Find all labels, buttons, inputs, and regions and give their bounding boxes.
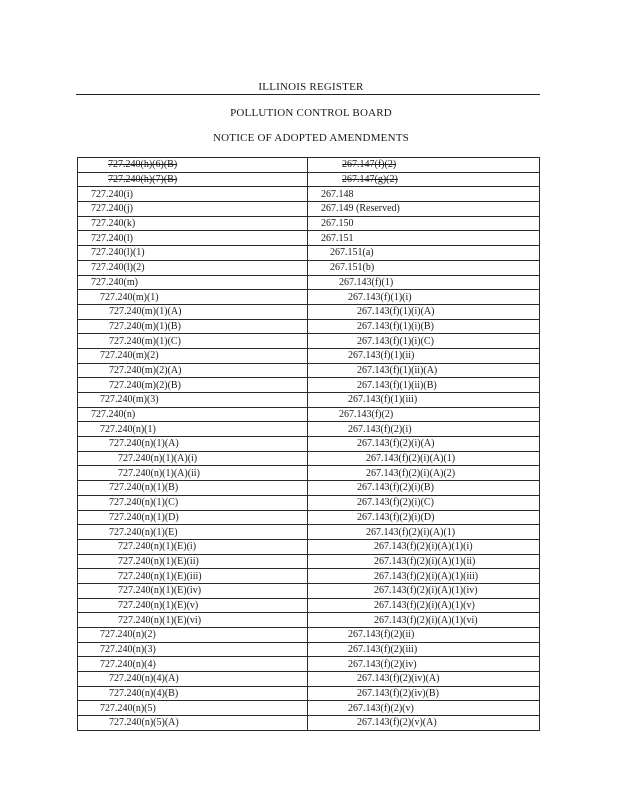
right-cell: 267.143(f)(2)(iv)(B) [308, 686, 540, 701]
right-cell: 267.143(f)(1)(ii)(B) [308, 378, 540, 393]
left-cell: 727.240(m)(1) [78, 290, 308, 305]
table-row [78, 393, 540, 408]
right-cell: 267.143(f)(2)(i)(A) [308, 437, 540, 452]
left-cell: 727.240(n) [78, 407, 308, 422]
table-row [78, 554, 540, 569]
right-cell: 267.143(f)(2) [308, 407, 540, 422]
table-row [78, 334, 540, 349]
table-row [78, 672, 540, 687]
left-cell: 727.240(n)(1)(E)(i) [78, 539, 308, 554]
right-cell: 267.151 [308, 231, 540, 246]
table-row [78, 657, 540, 672]
table-row [78, 437, 540, 452]
left-cell: 727.240(n)(1)(E)(iii) [78, 569, 308, 584]
right-cell: 267.147(f)(2) [308, 158, 540, 173]
right-cell: 267.150 [308, 216, 540, 231]
table-row [78, 598, 540, 613]
right-cell: 267.147(g)(2) [308, 172, 540, 187]
right-cell: 267.143(f)(2)(v)(A) [308, 716, 540, 731]
left-cell: 727.240(n)(1) [78, 422, 308, 437]
table-row [78, 628, 540, 643]
right-cell: 267.143(f)(2)(i)(A)(1)(iv) [308, 583, 540, 598]
right-cell: 267.143(f)(2)(i)(A)(1)(ii) [308, 554, 540, 569]
left-cell: 727.240(n)(1)(B) [78, 481, 308, 496]
table-row [78, 466, 540, 481]
left-cell: 727.240(n)(1)(E)(iv) [78, 583, 308, 598]
right-cell: 267.143(f)(2)(v) [308, 701, 540, 716]
table-row [78, 642, 540, 657]
table-row [78, 613, 540, 628]
left-cell: 727.240(i) [78, 187, 308, 202]
right-cell: 267.151(b) [308, 260, 540, 275]
right-cell: 267.143(f)(2)(i)(A)(1)(v) [308, 598, 540, 613]
table-row [78, 539, 540, 554]
table-row [78, 187, 540, 202]
right-cell: 267.143(f)(2)(ii) [308, 628, 540, 643]
table-row [78, 260, 540, 275]
left-cell: 727.240(m)(2)(A) [78, 363, 308, 378]
right-cell: 267.143(f)(1)(i)(A) [308, 304, 540, 319]
left-cell: 727.240(m)(1)(A) [78, 304, 308, 319]
left-cell: 727.240(h)(7)(B) [78, 172, 308, 187]
right-cell: 267.143(f)(2)(i)(D) [308, 510, 540, 525]
table-row [78, 246, 540, 261]
table-row [78, 172, 540, 187]
right-cell: 267.143(f)(2)(iii) [308, 642, 540, 657]
notice-title: NOTICE OF ADOPTED AMENDMENTS [213, 132, 409, 144]
left-cell: 727.240(n)(4)(A) [78, 672, 308, 687]
left-cell: 727.240(j) [78, 202, 308, 217]
table-row [78, 158, 540, 173]
derivation-table [77, 157, 540, 731]
right-cell: 267.143(f)(1) [308, 275, 540, 290]
table-row [78, 216, 540, 231]
header-rule [76, 94, 540, 95]
table-row [78, 510, 540, 525]
right-cell: 267.143(f)(2)(i)(A)(1) [308, 451, 540, 466]
table-row [78, 525, 540, 540]
right-cell: 267.143(f)(2)(i)(A)(1)(i) [308, 539, 540, 554]
left-cell: 727.240(n)(2) [78, 628, 308, 643]
left-cell: 727.240(m)(1)(B) [78, 319, 308, 334]
table-row [78, 481, 540, 496]
table-row [78, 716, 540, 731]
left-cell: 727.240(n)(4) [78, 657, 308, 672]
register-title: ILLINOIS REGISTER [258, 81, 364, 93]
table-row [78, 304, 540, 319]
table-row [78, 202, 540, 217]
right-cell: 267.143(f)(2)(i)(A)(1)(vi) [308, 613, 540, 628]
left-cell: 727.240(m) [78, 275, 308, 290]
left-cell: 727.240(n)(1)(E)(v) [78, 598, 308, 613]
left-cell: 727.240(m)(2)(B) [78, 378, 308, 393]
right-cell: 267.143(f)(2)(iv) [308, 657, 540, 672]
table-row [78, 407, 540, 422]
right-cell: 267.143(f)(2)(i)(A)(1) [308, 525, 540, 540]
table-row [78, 701, 540, 716]
right-cell: 267.143(f)(1)(i)(B) [308, 319, 540, 334]
left-cell: 727.240(m)(1)(C) [78, 334, 308, 349]
right-cell: 267.143(f)(2)(i)(C) [308, 495, 540, 510]
left-cell: 727.240(n)(1)(E)(ii) [78, 554, 308, 569]
left-cell: 727.240(n)(1)(D) [78, 510, 308, 525]
right-cell: 267.143(f)(2)(i) [308, 422, 540, 437]
right-cell: 267.143(f)(1)(ii) [308, 348, 540, 363]
table-row [78, 348, 540, 363]
table-row [78, 290, 540, 305]
right-cell: 267.143(f)(1)(i) [308, 290, 540, 305]
right-cell: 267.151(a) [308, 246, 540, 261]
table-row [78, 495, 540, 510]
left-cell: 727.240(n)(1)(E)(vi) [78, 613, 308, 628]
board-title: POLLUTION CONTROL BOARD [230, 107, 392, 119]
left-cell: 727.240(l) [78, 231, 308, 246]
left-cell: 727.240(l)(2) [78, 260, 308, 275]
table-row [78, 422, 540, 437]
right-cell: 267.143(f)(2)(i)(A)(1)(iii) [308, 569, 540, 584]
table-row [78, 275, 540, 290]
right-cell: 267.143(f)(1)(ii)(A) [308, 363, 540, 378]
table-row [78, 363, 540, 378]
right-cell: 267.143(f)(1)(i)(C) [308, 334, 540, 349]
left-cell: 727.240(k) [78, 216, 308, 231]
left-cell: 727.240(m)(2) [78, 348, 308, 363]
left-cell: 727.240(n)(1)(A)(i) [78, 451, 308, 466]
table-row [78, 686, 540, 701]
right-cell: 267.149 (Reserved) [308, 202, 540, 217]
table-row [78, 378, 540, 393]
left-cell: 727.240(n)(1)(C) [78, 495, 308, 510]
right-cell: 267.143(f)(2)(i)(A)(2) [308, 466, 540, 481]
table-row [78, 569, 540, 584]
left-cell: 727.240(n)(5)(A) [78, 716, 308, 731]
left-cell: 727.240(n)(1)(A) [78, 437, 308, 452]
left-cell: 727.240(n)(3) [78, 642, 308, 657]
right-cell: 267.143(f)(2)(iv)(A) [308, 672, 540, 687]
right-cell: 267.143(f)(2)(i)(B) [308, 481, 540, 496]
table-row [78, 319, 540, 334]
table-row [78, 231, 540, 246]
left-cell: 727.240(n)(4)(B) [78, 686, 308, 701]
left-cell: 727.240(n)(5) [78, 701, 308, 716]
left-cell: 727.240(n)(1)(E) [78, 525, 308, 540]
left-cell: 727.240(l)(1) [78, 246, 308, 261]
left-cell: 727.240(h)(6)(B) [78, 158, 308, 173]
table-row [78, 583, 540, 598]
right-cell: 267.143(f)(1)(iii) [308, 393, 540, 408]
left-cell: 727.240(m)(3) [78, 393, 308, 408]
left-cell: 727.240(n)(1)(A)(ii) [78, 466, 308, 481]
right-cell: 267.148 [308, 187, 540, 202]
table-row [78, 451, 540, 466]
